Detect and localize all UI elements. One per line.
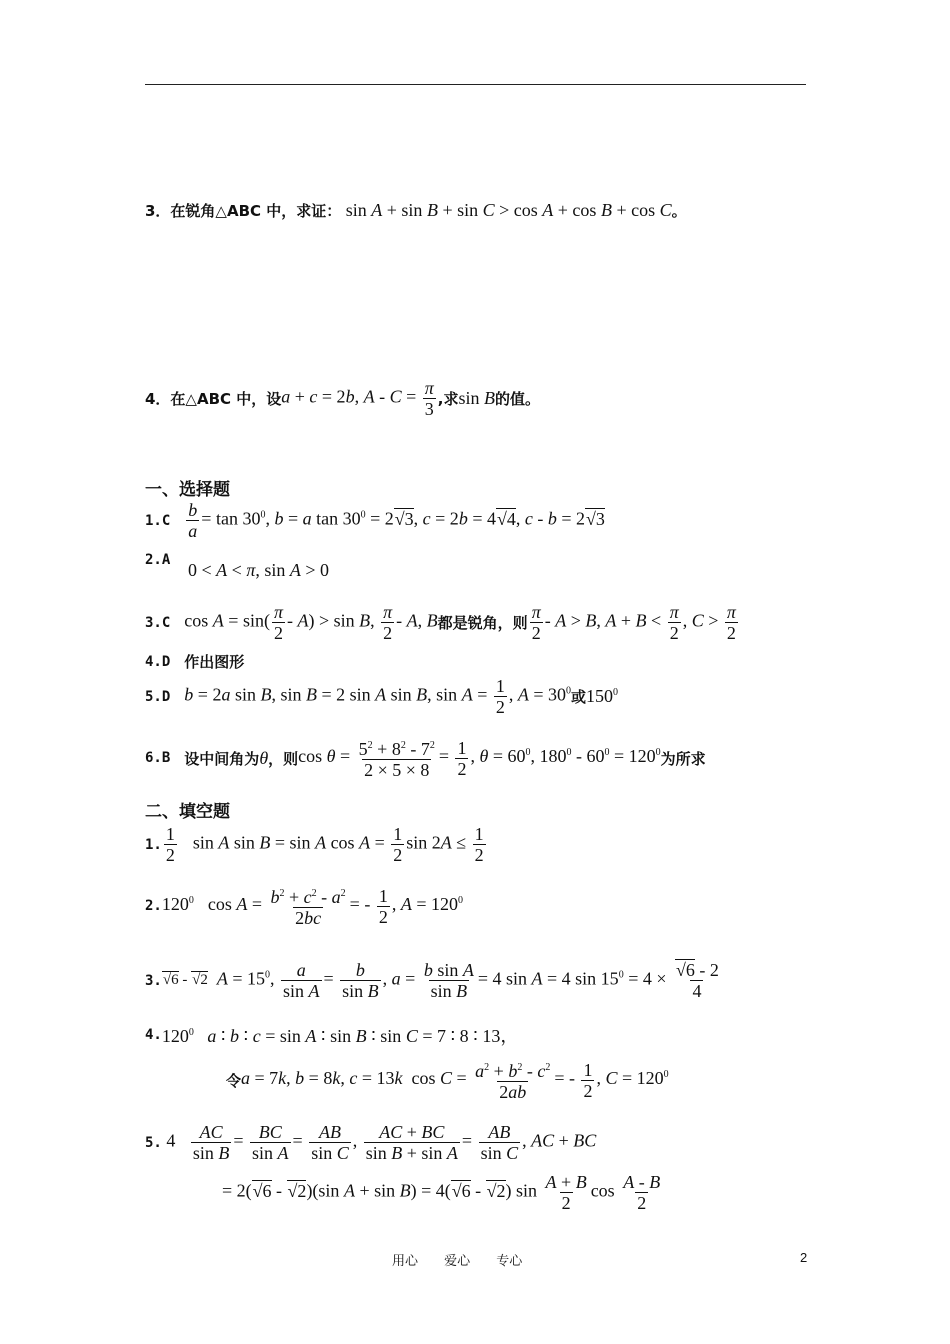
problem-4: 4．在△ABC 中，设 a + c = 2b, A - C = $\frac{\pi}{3}$ ,求 sin B 的值。 xyxy=(145,378,540,419)
answer-1-4: 4.D 作出图形 xyxy=(145,653,245,671)
problem-4-end: 的值。 xyxy=(494,390,540,408)
problem-4-mid: ,求 xyxy=(437,390,459,408)
answer-1-2-label: 2.A xyxy=(145,552,171,568)
answer-2-1: 1. $\frac{1}{2}$ sin A sin B = sin A cos A = $\frac{1}{2}$ sin 2A ≤ $\frac{1}{2}$ xyxy=(145,824,484,865)
problem-3-end: 。 xyxy=(671,202,687,220)
answer-2-3: 3. √6 - √2 $A = 15^0$, $\frac{a}{\text{sin A}}$ = $\frac{b}{\text{sin B}}$ , a = $\frac{\text{b sin A}}{\text{sin B}}$ = 4 sin A = 4 $\sin 15^0 = 4$ × $\frac{√6 - 2}{4}$ xyxy=(145,960,719,1001)
section-1-title: 一、选择题 xyxy=(145,480,230,500)
footer-text: 用心 爱心 专心 xyxy=(392,1254,523,1269)
problem-3-label: 3．在锐角△ABC 中，求证： xyxy=(145,202,342,220)
answer-1-2: 0 < A < π, sin A > 0 xyxy=(188,560,330,580)
answer-2-4: 4. $120^0$ a ∶ b ∶ c = sin A ∶ sin B ∶ sin C = 7 ∶ 8 ∶ 13， xyxy=(145,1026,519,1046)
problem-3 xyxy=(145,200,687,221)
header-rule xyxy=(145,84,806,85)
answer-2-5: 5. 4 $\frac{AC}{\text{sin B}}$ = $\frac{BC}{\text{sin A}}$ = $\frac{AB}{\text{sin C}}$ , $\frac{AC + BC}{\text{sin B + sin A}}$ = $\frac{AB}{\text{sin C}}$ , AC + BC xyxy=(145,1122,597,1163)
answer-2-2: 2. $120^0$ cos A = $\frac{b^2 + c^2 - a^2}{2bc}$ = - $\frac{1}{2}$ , $A = 120^0$ xyxy=(145,885,463,928)
answer-1-5: 5.D b = 2a sin B, sin B = 2 sin A sin B, sin A = $\frac{1}{2}$ , $A = 30^0$ 或 $150^0$ xyxy=(145,676,619,717)
problem-4-label: 4．在△ABC 中，设 xyxy=(145,390,282,408)
answer-2-5-cont: = 2(√6 - √2)(sin A + sin B) = 4(√6 - √2) sin $\frac{A + B}{2}$ cos $\frac{A - B}{2}$ xyxy=(222,1172,661,1213)
answer-2-4-cont: 令 a = 7k, b = 8k, c = 13k cos C = $\frac{a^2 + b^2 - c^2}{2ab}$ = - $\frac{1}{2}$ , $C = 120^0$ xyxy=(226,1059,669,1102)
page-number: 2 xyxy=(800,1250,808,1265)
answer-1-3: 3.C cos A = sin( $\frac{\pi}{2}$ - A) > sin B, $\frac{\pi}{2}$ - A, B 都是锐角，则 $\frac{\pi}{2}$ - A > B, A + B < $\frac{\pi}{2}$ , C > $\frac{\pi}{2}$ xyxy=(145,602,736,643)
problem-4-formula: a + c = 2b, A - C = $\frac{\pi}{3}$ xyxy=(281,378,434,419)
problem-3-formula: sin A + sin B + sin C > cos A + cos B + cos C xyxy=(341,200,672,220)
section-2-title: 二、填空题 xyxy=(145,802,230,822)
answer-1-6: 6.B 设中间角为 θ ，则 cos θ = $\frac{5^2 + 8^2 - 7^2}{2 \times 5 \times 8}$ = $\frac{1}{2}$ , $\theta = 60^0$, $180^0 - 60^0 = 120^0$ 为所求 xyxy=(145,737,706,780)
answer-1-1: 1.C $\frac{b}{a}$ = $\tan 30^0$, b = a $\tan 30^0 = 2√3$, c = 2b = 4√4, c - b = 2√3 xyxy=(145,500,605,541)
